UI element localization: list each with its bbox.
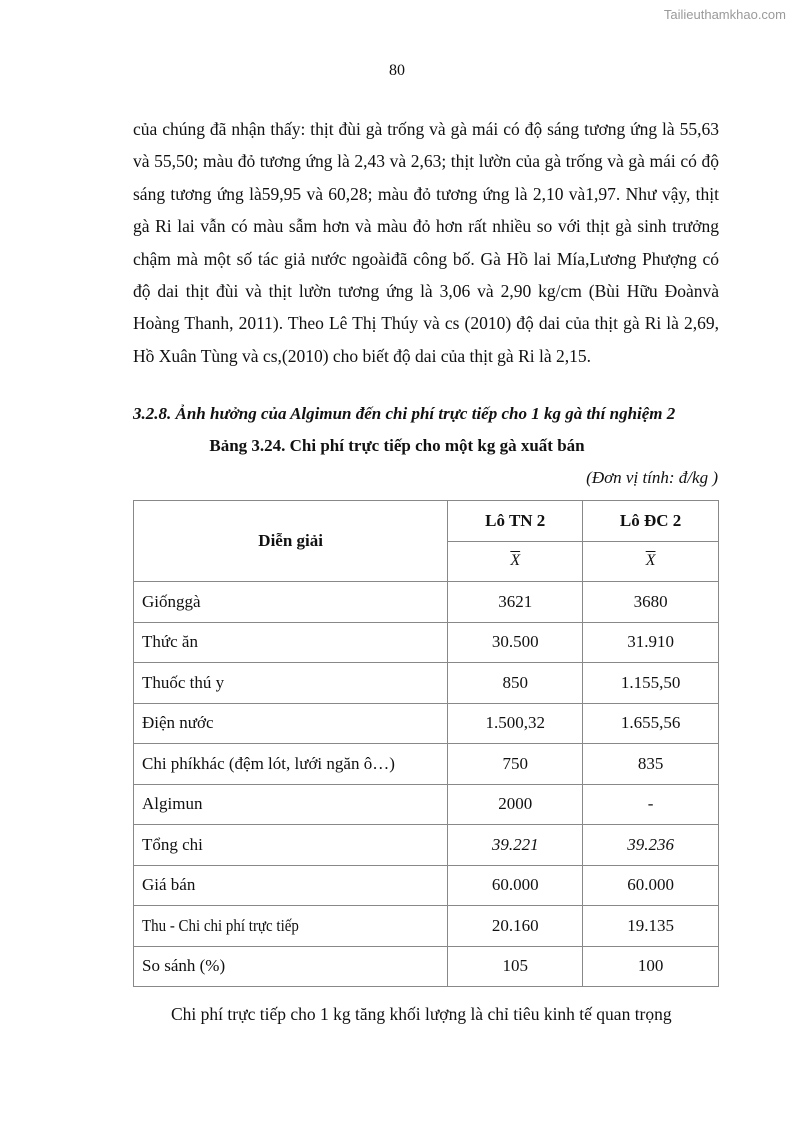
value-dc2: - (583, 784, 719, 825)
table-row (134, 582, 719, 623)
row-label: Thu - Chi chi phí trực tiếp (142, 915, 299, 935)
row-label: Tổng chi (134, 825, 448, 866)
paragraph-line: gà sinh trưởng chậm mà một số tác giả nước ngoàiđã công bố. Gà Hồ lai (133, 216, 719, 269)
table-row (134, 906, 719, 947)
row-label: Algimun (134, 784, 448, 825)
table-caption: Bảng 3.24. Chi phí trực tiếp cho một kg gà xuất bán (209, 436, 585, 455)
table-row (134, 703, 719, 744)
table-header-row (134, 501, 719, 542)
paragraph-line: Mía,Lương Phượng có độ dai thịt đùi và thịt lườn tương ứng là 3,06 và 2,90 (133, 248, 720, 302)
paragraph-line: 55,63 và 55,50; màu đỏ tương ứng là 2,43 và 2,63; thịt lườn của gà trống và gà (133, 119, 719, 172)
mean-symbol-dc2 (583, 541, 719, 582)
value-tn2: 39.221 (448, 825, 583, 866)
mean-x-label: $\overline{X}$ (510, 552, 521, 570)
row-label: Chi phíkhác (đệm lót, lưới ngăn ô…) (134, 744, 448, 785)
table-row (134, 865, 719, 906)
section-heading: 3.2.8. Ảnh hưởng của Algimun đến chi phí trực tiếp cho 1 kg gà thí nghiệm 2 (133, 404, 676, 423)
row-label: So sánh (%) (134, 946, 448, 987)
cost-table (133, 500, 719, 987)
body-paragraph (133, 113, 719, 372)
table-row (134, 946, 719, 987)
table-row (134, 622, 719, 663)
value-tn2: 1.500,32 (448, 703, 583, 744)
value-tn2: 3621 (448, 582, 583, 623)
watermark: Tailieuthamkhao.com (663, 7, 786, 22)
value-tn2: 105 (448, 946, 583, 987)
value-dc2: 60.000 (583, 865, 719, 906)
value-dc2: 1.155,50 (583, 663, 719, 704)
header-dien-giai: Diễn giải (134, 501, 448, 582)
value-tn2: 30.500 (448, 622, 583, 663)
mean-symbol-tn2 (448, 541, 583, 582)
paragraph-line: kg/cm (Bùi Hữu Đoànvà Hoàng Thanh, 2011). Theo Lê Thị Thúy và cs (2010) (133, 281, 720, 334)
table-row (134, 744, 719, 785)
page-number: 80 (389, 62, 405, 79)
row-label: Thức ăn (134, 622, 448, 663)
table-row (134, 784, 719, 825)
table-row (134, 663, 719, 704)
value-tn2: 2000 (448, 784, 583, 825)
value-tn2: 850 (448, 663, 583, 704)
value-tn2: 20.160 (448, 906, 583, 947)
header-lo-tn2: Lô TN 2 (448, 501, 583, 542)
table-row (134, 825, 719, 866)
value-dc2: 31.910 (583, 622, 719, 663)
value-dc2: 100 (583, 946, 719, 987)
value-dc2: 39.236 (583, 825, 719, 866)
mean-x-label: $\overline{X}$ (645, 552, 656, 570)
paragraph-line: của chúng đã nhận thấy: thịt đùi gà trống và gà mái có độ sáng tương ứng là (133, 119, 675, 139)
final-paragraph: Chi phí trực tiếp cho 1 kg tăng khối lượng là chỉ tiêu kinh tế quan trọng (171, 1004, 672, 1024)
value-dc2: 19.135 (583, 906, 719, 947)
value-dc2: 835 (583, 744, 719, 785)
value-tn2: 750 (448, 744, 583, 785)
unit-note: (Đơn vị tính: đ/kg ) (586, 468, 718, 487)
paragraph-line: Như vậy, thịt gà Ri lai vẫn có màu sẫm hơn và màu đỏ hơn rất nhiều so với thịt (133, 183, 719, 237)
row-label: Thuốc thú y (134, 663, 448, 704)
header-lo-dc2: Lô ĐC 2 (583, 501, 719, 542)
paragraph-line: thịt gà Ri là 2,15. (469, 345, 591, 366)
row-label: Điện nước (134, 703, 448, 744)
paragraph-line: độ dai của thịt gà Ri là 2,69, Hồ Xuân Tùng và cs,(2010) cho biết độ dai của (133, 313, 720, 366)
row-label: Giốnggà (134, 582, 448, 623)
value-dc2: 3680 (583, 582, 719, 623)
value-dc2: 1.655,56 (583, 703, 719, 744)
row-label: Giá bán (134, 865, 448, 906)
paragraph-line: mái có độ sáng tương ứng là59,95 và 60,28; màu đỏ tương ứng là 2,10 và1,97. (133, 151, 719, 204)
row-label-cell (134, 906, 448, 947)
value-tn2: 60.000 (448, 865, 583, 906)
